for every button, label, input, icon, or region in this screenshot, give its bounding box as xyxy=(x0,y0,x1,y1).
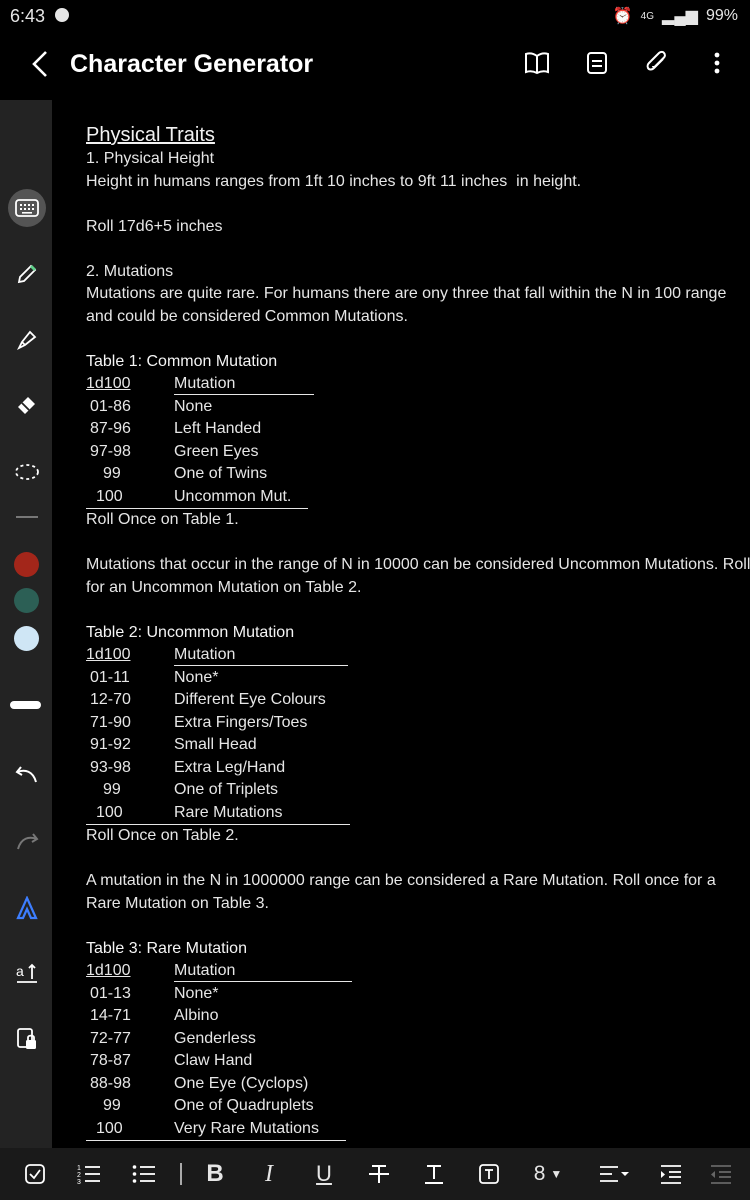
height-text: Height in humans ranges from 1ft 10 inches to 9ft 11 inches in height. xyxy=(86,172,582,190)
table-row xyxy=(86,667,750,690)
back-arrow-icon xyxy=(31,50,49,78)
bullet-list-icon xyxy=(132,1163,156,1185)
roll-range: 99 xyxy=(103,781,121,798)
color-red[interactable] xyxy=(14,552,39,577)
mutations-title: 2. Mutations xyxy=(86,262,174,280)
roll-range: 72-77 xyxy=(90,1029,131,1047)
status-bar xyxy=(0,0,750,32)
mutation-name: Albino xyxy=(174,1007,219,1024)
table-row xyxy=(86,734,750,757)
section-heading: Physical Traits xyxy=(86,124,215,146)
table1-body xyxy=(86,396,750,510)
table-row xyxy=(86,486,308,510)
rare-text: A mutation in the N in 1000000 range can be considered a Rare Mutation. Roll once for a Rare Mutation on Table 3. xyxy=(86,872,721,912)
table-row xyxy=(86,396,750,419)
keyboard-icon xyxy=(15,199,39,217)
mutation-name: One of Twins xyxy=(174,465,268,482)
table-row xyxy=(86,463,750,486)
pen-width-selector[interactable] xyxy=(10,701,41,709)
table3-header xyxy=(86,960,750,983)
outdent-button[interactable] xyxy=(706,1156,736,1192)
more-options-button[interactable] xyxy=(700,46,734,80)
status-icons xyxy=(613,6,738,26)
top-actions xyxy=(520,46,734,80)
align-icon xyxy=(599,1164,631,1184)
table2-header xyxy=(86,644,750,667)
alarm-icon: ⏰ xyxy=(612,8,633,25)
table2-title: Table 2: Uncommon Mutation xyxy=(86,623,295,641)
table-row xyxy=(86,1050,750,1073)
mutation-name: Very Rare Mutations xyxy=(174,1119,319,1137)
table-row xyxy=(86,418,750,441)
font-size-value: 8 xyxy=(533,1162,546,1185)
roll-range: 97-98 xyxy=(90,442,131,460)
signal-icon: ▂▄▆ xyxy=(662,8,698,25)
lock-icon xyxy=(16,1027,38,1051)
eraser-icon xyxy=(15,392,39,416)
table-row xyxy=(86,712,750,735)
mutation-name: One of Triplets xyxy=(174,781,279,798)
text-background-button[interactable] xyxy=(474,1156,504,1192)
page-title: Character Generator xyxy=(70,50,314,78)
roll-range: 87-96 xyxy=(90,420,131,437)
mutation-name: Extra Fingers/Toes xyxy=(174,713,308,731)
color-teal[interactable] xyxy=(14,588,39,613)
table-row xyxy=(86,441,750,464)
mutation-name: None xyxy=(174,397,213,415)
redo-icon xyxy=(15,830,39,852)
text-color-icon xyxy=(423,1163,445,1185)
table3-col-die: 1d100 xyxy=(86,962,131,979)
roll-range: 99 xyxy=(103,465,121,482)
roll-range: 100 xyxy=(96,487,123,505)
roll-range: 12-70 xyxy=(90,691,131,708)
table-row xyxy=(86,757,750,780)
mutation-name: Rare Mutations xyxy=(174,803,283,821)
undo-icon xyxy=(15,763,39,785)
roll-range: 01-13 xyxy=(90,984,131,1002)
roll-range: 88-98 xyxy=(90,1074,131,1092)
text-size-icon xyxy=(15,961,39,985)
highlighter-tool[interactable] xyxy=(8,320,46,358)
back-button[interactable] xyxy=(22,46,58,82)
roll-range: 14-71 xyxy=(90,1007,131,1024)
keyboard-tool[interactable] xyxy=(8,189,46,227)
pen-tool[interactable] xyxy=(8,255,46,293)
table2-col-die: 1d100 xyxy=(86,646,131,663)
status-time: 6:43 xyxy=(10,6,46,26)
toolbar-separator xyxy=(180,1163,182,1185)
table3-title: Table 3: Rare Mutation xyxy=(86,939,247,957)
undo-button[interactable] xyxy=(8,755,46,793)
reading-mode-button[interactable] xyxy=(520,46,554,80)
table1-col-die: 1d100 xyxy=(86,375,131,392)
table-row xyxy=(86,802,350,826)
strikethrough-button[interactable] xyxy=(364,1156,394,1192)
battery-label: 99% xyxy=(705,7,738,24)
format-toolbar xyxy=(0,1148,750,1200)
mutation-name: Uncommon Mut. xyxy=(174,487,292,505)
top-app-bar xyxy=(0,32,750,100)
height-roll: Roll 17d6+5 inches xyxy=(86,217,223,235)
italic-button[interactable]: I xyxy=(265,1160,273,1187)
tool-sidebar xyxy=(0,100,52,1148)
indent-button[interactable] xyxy=(656,1156,686,1192)
ai-assist-icon xyxy=(16,896,38,920)
table-row xyxy=(86,1005,750,1028)
table3-body xyxy=(86,983,750,1142)
roll-range: 78-87 xyxy=(90,1052,131,1069)
table1-title: Table 1: Common Mutation xyxy=(86,352,278,370)
mutation-name: Claw Hand xyxy=(174,1052,253,1069)
svg-text:a: a xyxy=(16,963,24,979)
dropdown-caret-icon: ▼ xyxy=(550,1167,563,1181)
checkbox-icon xyxy=(24,1163,46,1185)
roll-range: 01-86 xyxy=(90,397,131,415)
sidebar-divider xyxy=(16,516,38,518)
table-row xyxy=(86,1118,346,1142)
mutations-text: Mutations are quite rare. For humans there are ony three that fall within the N in 100 range and could be considered Common Mutations. xyxy=(86,285,731,325)
roll-range: 01-11 xyxy=(90,668,130,686)
outdent-icon xyxy=(709,1163,733,1185)
mutation-name: Green Eyes xyxy=(174,442,259,460)
ai-assist-button[interactable] xyxy=(8,889,46,927)
attach-button[interactable] xyxy=(640,46,674,80)
table3-col-mutation: Mutation xyxy=(174,960,352,982)
svg-text:2: 2 xyxy=(77,1172,81,1179)
note-icon xyxy=(586,51,608,75)
underline-button[interactable]: U xyxy=(316,1161,332,1186)
bullet-list-button[interactable] xyxy=(129,1156,159,1192)
text-size-button[interactable] xyxy=(8,954,46,992)
roll-range: 99 xyxy=(103,1097,121,1114)
mutation-name: None* xyxy=(174,668,219,686)
align-dropdown[interactable] xyxy=(598,1156,632,1192)
strikethrough-icon xyxy=(368,1163,390,1185)
mutation-name: Left Handed xyxy=(174,420,262,437)
table1-roll: Roll Once on Table 1. xyxy=(86,511,239,528)
eraser-tool[interactable] xyxy=(8,385,46,423)
highlighter-icon xyxy=(15,327,39,351)
height-title: 1. Physical Height xyxy=(86,150,215,167)
redo-button[interactable] xyxy=(8,822,46,860)
indent-icon xyxy=(659,1163,683,1185)
table-row xyxy=(86,1095,750,1118)
mutation-name: None* xyxy=(174,984,219,1002)
table-row xyxy=(86,1073,750,1096)
paperclip-icon xyxy=(645,50,669,76)
table-row xyxy=(86,779,750,802)
mutation-name: One of Quadruplets xyxy=(174,1097,314,1114)
pen-icon xyxy=(15,262,39,286)
mutation-name: One Eye (Cyclops) xyxy=(174,1074,309,1092)
table2-roll: Roll Once on Table 2. xyxy=(86,827,239,844)
lock-button[interactable] xyxy=(8,1020,46,1058)
mutation-name: Small Head xyxy=(174,736,257,753)
table-row xyxy=(86,689,750,712)
mutation-name: Genderless xyxy=(174,1029,256,1047)
color-light-blue[interactable] xyxy=(14,626,39,651)
more-vert-icon xyxy=(714,52,720,74)
table2-col-mutation: Mutation xyxy=(174,644,348,666)
mutation-name: Different Eye Colours xyxy=(174,691,326,708)
svg-text:1: 1 xyxy=(77,1165,81,1172)
book-icon xyxy=(524,51,550,75)
lasso-tool[interactable] xyxy=(8,452,46,490)
checkbox-list-button[interactable] xyxy=(20,1156,50,1192)
mutation-name: Extra Leg/Hand xyxy=(174,758,286,776)
table-row xyxy=(86,1028,750,1051)
table-row xyxy=(86,983,750,1006)
bold-button[interactable]: B xyxy=(206,1160,224,1187)
roll-range: 100 xyxy=(96,1119,123,1137)
note-button[interactable] xyxy=(580,46,614,80)
lasso-icon xyxy=(14,460,40,482)
numbered-list-icon xyxy=(77,1163,101,1185)
roll-range: 93-98 xyxy=(90,758,131,776)
account-icon xyxy=(55,8,69,22)
roll-range: 100 xyxy=(96,803,123,821)
table2-body xyxy=(86,667,750,826)
font-size-dropdown[interactable] xyxy=(526,1156,570,1192)
roll-range: 71-90 xyxy=(90,713,131,731)
svg-text:3: 3 xyxy=(77,1179,81,1185)
note-content[interactable] xyxy=(86,122,750,1148)
network-label: 4G xyxy=(640,10,655,22)
uncommon-text: Mutations that occur in the range of N in 10000 can be considered Uncommon Mutations. Roll for an Uncommon Mutation on Table 2. xyxy=(86,556,750,596)
numbered-list-button[interactable] xyxy=(74,1156,104,1192)
roll-range: 91-92 xyxy=(90,736,131,753)
text-background-icon xyxy=(478,1163,500,1185)
text-color-button[interactable] xyxy=(419,1156,449,1192)
table1-header xyxy=(86,373,750,396)
table1-col-mutation: Mutation xyxy=(174,373,314,395)
